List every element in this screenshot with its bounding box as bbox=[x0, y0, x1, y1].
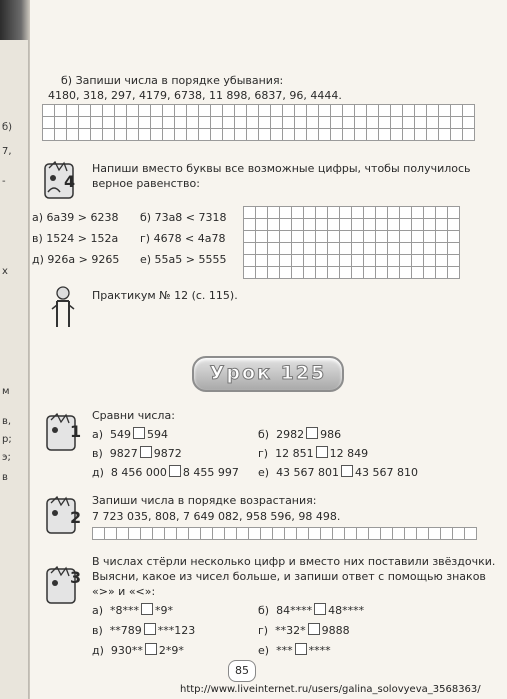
task-2-numbers: 7 723 035, 808, 7 649 082, 958 596, 98 498. bbox=[92, 510, 341, 523]
compare-left: *8*** bbox=[110, 604, 140, 617]
compare-right: 2*9* bbox=[158, 644, 184, 657]
compare-right: *9* bbox=[155, 604, 174, 617]
spine-fragment: в, bbox=[2, 416, 12, 427]
task-3-text-line2: Выясни, какое из чисел больше, и запиши ответ с помощью знаков bbox=[92, 570, 486, 583]
spine-fragment: м bbox=[2, 386, 10, 397]
workbook-page bbox=[30, 0, 507, 699]
mascot-figure-icon bbox=[48, 285, 78, 331]
task-4-text-line2: верное равенство: bbox=[92, 177, 200, 190]
compare-label: д) bbox=[92, 466, 104, 479]
compare-answer-box[interactable] bbox=[314, 603, 326, 615]
compare-label: а) bbox=[92, 428, 104, 441]
compare-label: г) bbox=[258, 624, 269, 637]
compare-label: д) bbox=[92, 644, 104, 657]
compare-label: в) bbox=[92, 624, 103, 637]
compare-answer-box[interactable] bbox=[295, 643, 307, 655]
compare-answer-box[interactable] bbox=[133, 427, 145, 439]
compare-answer-box[interactable] bbox=[308, 623, 320, 635]
compare-label: в) bbox=[92, 447, 103, 460]
compare-left: 549 bbox=[110, 428, 132, 441]
spine-fragment: - bbox=[2, 176, 6, 187]
compare-right: 594 bbox=[147, 428, 169, 441]
compare-right: 8 455 997 bbox=[182, 466, 239, 479]
compare-answer-box[interactable] bbox=[169, 465, 181, 477]
spine-fragment: б) bbox=[2, 122, 13, 133]
compare-right: 9888 bbox=[321, 624, 350, 637]
compare-answer-box[interactable] bbox=[316, 446, 328, 458]
spine-fragment: э; bbox=[2, 452, 11, 463]
lesson-title: Урок 125 bbox=[209, 362, 327, 384]
task-4-text-line1: Напиши вместо буквы все возможные цифры, чтобы получилось bbox=[92, 162, 471, 175]
compare-right: 12 849 bbox=[329, 447, 369, 460]
page-number: 85 bbox=[228, 660, 256, 682]
compare-right: 43 567 810 bbox=[355, 466, 419, 479]
task-2-text: Запиши числа в порядке возрастания: bbox=[92, 494, 317, 507]
compare-right: 986 bbox=[320, 428, 342, 441]
compare-answer-box[interactable] bbox=[306, 427, 318, 439]
compare-label: а) bbox=[92, 604, 104, 617]
compare-left: 8 456 000 bbox=[110, 466, 167, 479]
compare-left: 12 851 bbox=[275, 447, 314, 460]
spine-fragment: 7, bbox=[2, 146, 12, 157]
task-4-item-d: г) 4678 < 4a78 bbox=[140, 232, 226, 245]
task-b-instruction: б) Запиши числа в порядке убывания: bbox=[61, 74, 284, 87]
compare-answer-box[interactable] bbox=[144, 623, 156, 635]
compare-left: 2982 bbox=[276, 428, 305, 441]
footer-url[interactable]: http://www.liveinternet.ru/users/galina_solovyeva_3568363/ bbox=[180, 684, 481, 695]
task-4-item-c: в) 1524 > 152a bbox=[32, 232, 119, 245]
compare-label: б) bbox=[258, 604, 270, 617]
lesson-banner bbox=[192, 356, 344, 392]
spine-fragment: р; bbox=[2, 434, 12, 445]
compare-left: 84**** bbox=[276, 604, 313, 617]
compare-left: **789 bbox=[109, 624, 142, 637]
compare-answer-box[interactable] bbox=[145, 643, 157, 655]
spine-fragment: в bbox=[2, 472, 8, 483]
task-4-item-b: б) 73a8 < 7318 bbox=[140, 211, 227, 224]
answer-grid[interactable] bbox=[243, 206, 460, 279]
task-3-number: 3 bbox=[70, 568, 82, 587]
task-4-item-a: а) 6a39 > 6238 bbox=[32, 211, 119, 224]
answer-grid[interactable] bbox=[92, 527, 477, 540]
task-3-text-line1: В числах стёрли несколько цифр и вместо них поставили звёздочки. bbox=[92, 555, 496, 568]
task-2-number: 2 bbox=[70, 508, 82, 527]
compare-answer-box[interactable] bbox=[341, 465, 353, 477]
compare-right: **** bbox=[308, 644, 331, 657]
previous-page-edge bbox=[0, 40, 28, 699]
task-1-number: 1 bbox=[70, 422, 82, 441]
task-3-text-line3: «>» и «<»: bbox=[92, 585, 156, 598]
spine-fragment: х bbox=[2, 266, 8, 277]
task-1-text: Сравни числа: bbox=[92, 409, 175, 422]
task-4-item-e: д) 926a > 9265 bbox=[32, 253, 120, 266]
compare-right: ***123 bbox=[157, 624, 196, 637]
compare-answer-box[interactable] bbox=[141, 603, 153, 615]
answer-grid[interactable] bbox=[42, 104, 475, 141]
task-4-item-f: е) 55a5 > 5555 bbox=[140, 253, 227, 266]
compare-left: **32* bbox=[275, 624, 306, 637]
compare-right: 48**** bbox=[328, 604, 365, 617]
compare-left: 9827 bbox=[109, 447, 138, 460]
compare-left: 43 567 801 bbox=[276, 466, 340, 479]
compare-left: *** bbox=[276, 644, 293, 657]
compare-label: б) bbox=[258, 428, 270, 441]
compare-answer-box[interactable] bbox=[140, 446, 152, 458]
compare-right: 9872 bbox=[153, 447, 182, 460]
compare-label: г) bbox=[258, 447, 269, 460]
compare-label: е) bbox=[258, 466, 270, 479]
task-4-number: 4 bbox=[64, 172, 76, 191]
task-b-numbers: 4180, 318, 297, 4179, 6738, 11 898, 6837, 96, 4444. bbox=[48, 89, 342, 102]
compare-left: 930** bbox=[110, 644, 143, 657]
practicum-reference: Практикум № 12 (с. 115). bbox=[92, 289, 238, 302]
compare-label: е) bbox=[258, 644, 270, 657]
